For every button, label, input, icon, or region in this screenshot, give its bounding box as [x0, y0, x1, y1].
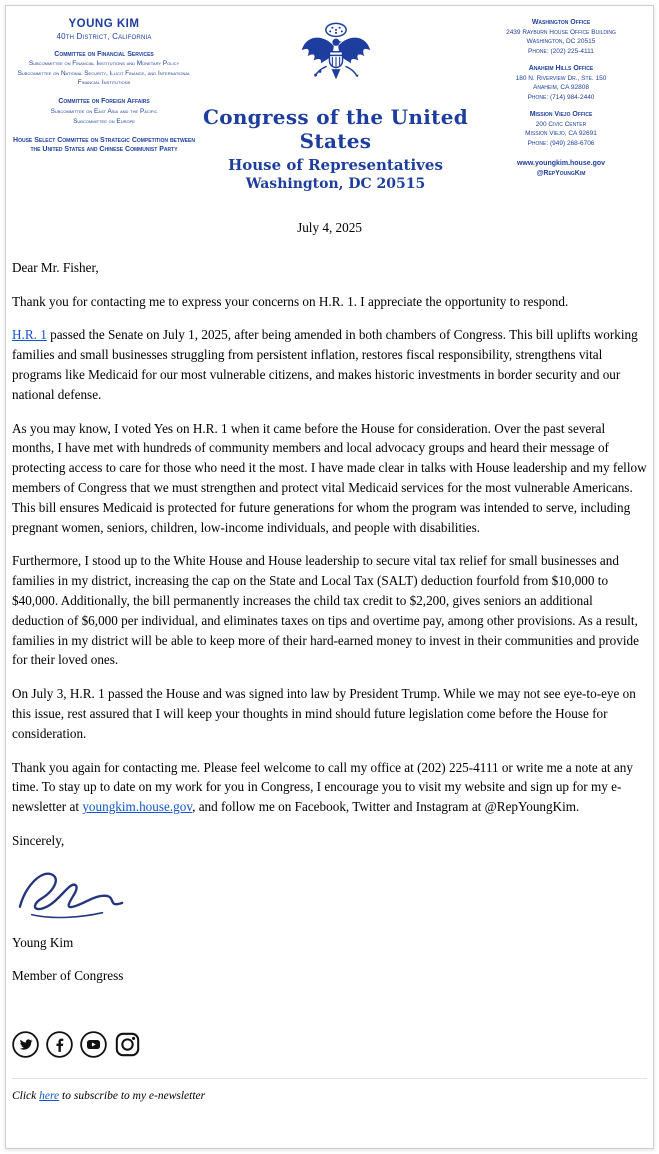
paragraph-5: On July 3, H.R. 1 passed the House and was signed into law by President Trump. While we may not see eye-to-eye on this issue, rest assured that I will keep your thoughts in mind should future legislation come before the House for consideration. — [12, 686, 636, 741]
letterhead-website: www.youngkim.house.gov — [516, 160, 606, 168]
letterhead-center — [196, 18, 475, 192]
office-line: Mission Viejo, CA 92691 — [525, 130, 597, 138]
subcommittee: Subcommittee on Europe — [73, 117, 135, 125]
member-district: 40th District, California — [56, 32, 152, 41]
facebook-icon[interactable] — [46, 1031, 73, 1058]
paragraph-2 — [12, 325, 647, 404]
paragraph-3: As you may know, I voted Yes on H.R. 1 when it came before the House for consideration. Over the past several months, I have met with hundreds of community members and local advocacy groups and heard their message of protecting access to care for those who need it the most. I have made clear in talks with House leadership and my fellow members of Congress that we must strengthen and protect vital Medicaid services for the most vulnerable Americans. This bill ensures Medicaid is protected for future generations for whom the program was intended to serve, including pregnant women, seniors, children, low-income individuals, and people with disabilities. — [12, 420, 647, 535]
subscribe-here-link[interactable]: here — [39, 1090, 60, 1102]
paragraph-1: Thank you for contacting me to express your concerns on H.R. 1. I appreciate the opportunity to respond. — [12, 293, 569, 309]
signer-name: Young Kim — [12, 934, 74, 950]
signature-image — [12, 865, 130, 923]
closing: Sincerely, — [12, 832, 65, 848]
office-washington — [475, 18, 647, 56]
footer-divider — [12, 1078, 647, 1079]
subcommittee: Subcommittee on Financial Institutions and Monetary Policy — [28, 60, 180, 68]
office-line: 2439 Rayburn House Office Building — [506, 28, 616, 36]
congress-chamber: House of Representatives — [228, 156, 443, 174]
signature-block — [12, 865, 647, 929]
letter-page — [5, 5, 654, 1149]
congress-title: Congress of the United States — [202, 105, 469, 153]
instagram-icon[interactable] — [114, 1031, 141, 1058]
office-line: 200 Civic Center — [535, 120, 587, 128]
subscribe-line — [12, 1090, 647, 1102]
paragraph-6-text: , and follow me on Facebook, Twitter and Instagram at @RepYoungKim. — [192, 799, 580, 815]
letterhead — [6, 6, 653, 192]
office-title: Washington Office — [531, 19, 591, 26]
committee-foreign-affairs — [12, 97, 196, 126]
youtube-icon[interactable] — [80, 1031, 107, 1058]
office-line: Washington, DC 20515 — [526, 38, 596, 46]
office-line: Phone: (714) 984-2440 — [527, 93, 595, 101]
committee-title: Committee on Foreign Affairs — [58, 98, 150, 106]
salutation: Dear Mr. Fisher, — [12, 259, 99, 275]
committee-title: House Select Committee on Strategic Competition between the United States and Chinese Communist Party — [13, 136, 195, 154]
office-title: Anaheim Hills Office — [528, 65, 594, 73]
committee-select-strategic-competition — [12, 136, 196, 155]
office-line: Phone: (202) 225-4111 — [528, 47, 594, 55]
letter-body — [6, 192, 653, 1000]
subscribe-text: Click — [12, 1090, 40, 1102]
subcommittee: Subcommittee on East Asia and the Pacific — [50, 107, 158, 115]
paragraph-4: Furthermore, I stood up to the White House and House leadership to secure vital tax relief for small businesses and families in my district, increasing the cap on the State and Local Tax (SALT) deduction fourfold from $10,000 to $40,000. Additionally, the bill permanently increases the child tax credit to $2,200, gives seniors an additional deduction of $6,000 per individual, and eliminates taxes on tips and overtime pay, among other provisions. As a result, families in my district will be able to keep more of their hard-earned money to invest in their communities and provide for their loved ones. — [12, 553, 639, 668]
subcommittee: Subcommittee on National Security, Illicit Finance, and International Financial Institutions — [17, 70, 191, 87]
letter-date: July 4, 2025 — [297, 220, 362, 235]
committee-financial-services — [12, 50, 196, 88]
office-line: Phone: (949) 268-6706 — [527, 139, 595, 147]
member-info-column — [12, 18, 196, 155]
website-link[interactable]: youngkim.house.gov — [82, 799, 193, 815]
office-anaheim-hills — [475, 64, 647, 102]
signer-title: Member of Congress — [12, 968, 124, 984]
paragraph-2-text: passed the Senate on July 1, 2025, after being amended in both chambers of Congress. This bill uplifts working families and small businesses struggling from persistent inflation, restores fiscal responsibility, strengthens vital programs like Medicaid for our most vulnerable citizens, and makes historic investments in border security and our national defense. — [12, 327, 638, 402]
great-seal-icon — [296, 18, 376, 100]
social-icons-row — [12, 1031, 647, 1058]
offices-column — [475, 18, 647, 177]
subscribe-text: to subscribe to my e-newsletter — [59, 1090, 206, 1102]
letterhead-social-handle: @RepYoungKim — [536, 170, 586, 178]
committee-title: Committee on Financial Services — [54, 51, 154, 58]
letter-footer — [6, 1031, 653, 1148]
twitter-icon[interactable] — [12, 1031, 39, 1058]
congress-city: Washington, DC 20515 — [245, 176, 426, 192]
paragraph-6-text: Thank you again for contacting me. Please feel welcome to call my office at (202) 225-4111 or write me a note at any time. To stay up to date on my work for you in Congress, I encourage you to visit my website and sign up for my e-newsletter at — [12, 759, 633, 815]
paragraph-6 — [12, 758, 647, 817]
member-name: YOUNG KIM — [68, 18, 140, 30]
office-title: Mission Viejo Office — [529, 111, 593, 119]
hr1-link[interactable]: H.R. 1 — [12, 327, 47, 343]
office-mission-viejo — [475, 110, 647, 148]
office-line: Anaheim, CA 92808 — [533, 84, 589, 92]
office-line: 180 N. Riverview Dr., Ste. 150 — [515, 74, 607, 82]
